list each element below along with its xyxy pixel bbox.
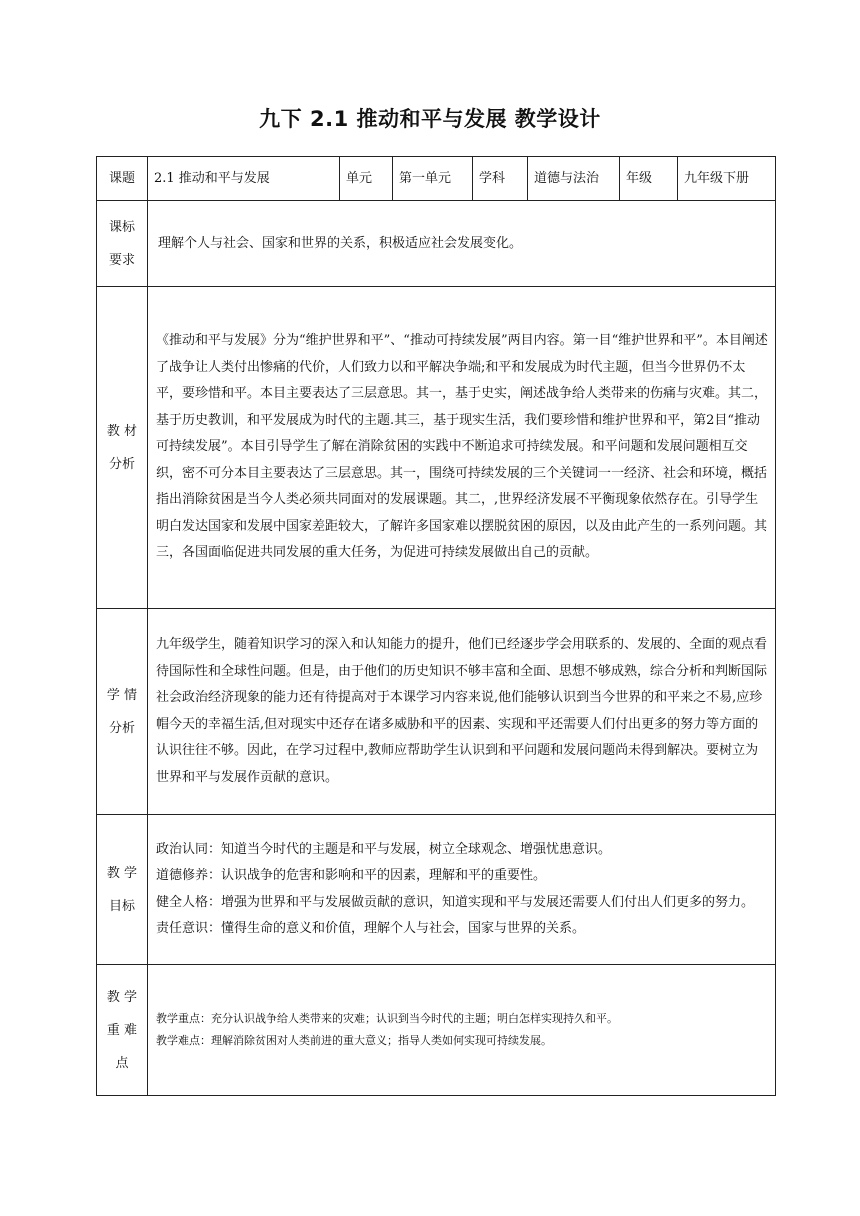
grade-label: 年级 [620, 157, 678, 201]
keypoints-label-line3: 点 [115, 1055, 129, 1071]
students-label-line2: 分析 [108, 720, 135, 736]
material-text: 《推动和平与发展》分为“维护世界和平”、“推动可持续发展”两目内容。第一目“维护世界和平”。本目阐述了战争让人类付出惨痛的代价，人们致力以和平解决争端;和平和发展成为时代主题，但当今世界仍不太平，要珍惜和平。本目主要表达了三层意思。其一，基于史实，阐述战争给人类带来的伤痛与灾难。其二，基于历史教训，和平发展成为时代的主题.其三，基于现实生活，我们要珍惜和维护世界和平，第2目“推动可持续发展”。本目引导学生了解在消除贫困的实践中不断追求可持续发展。和平问题和发展问题相互交织，密不可分本目主要表达了三层意思。其一，围绕可持续发展的三个关键词一一经济、社会和环境，概括指出消除贫困是当今人类必须共同面对的发展课题。其二，,世界经济发展不平衡现象依然存在。引导学生明白发达国家和发展中国家差距较大，了解许多国家难以摆脱贫困的原因，以及由此产生的一系列问题。其三，各国面临促进共同发展的重大任务，为促进可持续发展做出自己的贡献。 [148, 287, 776, 609]
standard-label-line2: 要求 [108, 252, 135, 268]
students-label-line1: 学 情 [106, 687, 138, 703]
goals-label-line2: 目标 [108, 898, 135, 914]
header-row [97, 157, 776, 201]
topic-value: 2.1 推动和平与发展 [148, 157, 340, 201]
teaching-difficulty: 教学难点：理解消除贫困对人类前进的重大意义；指导人类如何实现可持续发展。 [156, 1034, 552, 1047]
goal-item: 责任意识：懂得生命的意义和价值，理解个人与社会，国家与世界的关系。 [156, 921, 586, 936]
subject-value: 道德与法治 [528, 157, 620, 201]
goal-item: 政治认同：知道当今时代的主题是和平与发展，树立全球观念、增强忧患意识。 [156, 841, 612, 857]
keypoints-label [97, 965, 148, 1096]
standard-label [97, 201, 148, 287]
standard-text: 理解个人与社会、国家和世界的关系，积极适应社会发展变化。 [148, 201, 776, 287]
standard-label-line1: 课标 [108, 219, 135, 235]
material-label [97, 287, 148, 609]
material-label-line1: 教 材 [106, 423, 138, 439]
lesson-plan-table [96, 156, 776, 1096]
unit-value: 第一单元 [393, 157, 473, 201]
students-text: 九年级学生，随着知识学习的深入和认知能力的提升，他们已经逐步学会用联系的、发展的、全面的观点看待国际性和全球性问题。但是，由于他们的历史知识不够丰富和全面、思想不够成熟，综合分析和判断国际社会政治经济现象的能力还有待提高对于本课学习内容来说,他们能够认识到当今世界的和平来之不易,应珍帽今天的幸福生活,但对现实中还存在诸多威胁和平的因素、实现和平还需要人们付出更多的努力等方面的认识往往不够。因此，在学习过程中,教师应帮助学生认识到和平问题和发展问题尚未得到解决。要树立为世界和平与发展作贡献的意识。 [148, 609, 776, 815]
grade-value: 九年级下册 [678, 157, 776, 201]
students-row [97, 609, 776, 815]
teaching-focus: 教学重点：充分认识战争给人类带来的灾难；认识到当今时代的主题；明白怎样实现持久和平。 [156, 1012, 618, 1025]
material-row [97, 287, 776, 609]
goals-list [148, 815, 776, 965]
material-label-line2: 分析 [108, 456, 135, 472]
unit-label: 单元 [340, 157, 393, 201]
goals-label-line1: 教 学 [106, 865, 138, 881]
goals-row [97, 815, 776, 965]
keypoints-text [148, 965, 776, 1096]
keypoints-label-line2: 重 难 [106, 1022, 138, 1038]
standard-row [97, 201, 776, 287]
keypoints-row [97, 965, 776, 1096]
subject-label: 学科 [473, 157, 528, 201]
goal-item: 健全人格：增强为世界和平与发展做贡献的意识，知道实现和平与发展还需要人们付出人们更多的努力。 [156, 894, 755, 910]
topic-label: 课题 [97, 157, 148, 201]
keypoints-label-line1: 教 学 [106, 989, 138, 1005]
goals-label [97, 815, 148, 965]
goal-item: 道德修养：认识战争的危害和影响和平的因素，理解和平的重要性。 [156, 868, 547, 883]
page-title: 九下 2.1 推动和平与发展 教学设计 [259, 107, 601, 131]
students-label [97, 609, 148, 815]
